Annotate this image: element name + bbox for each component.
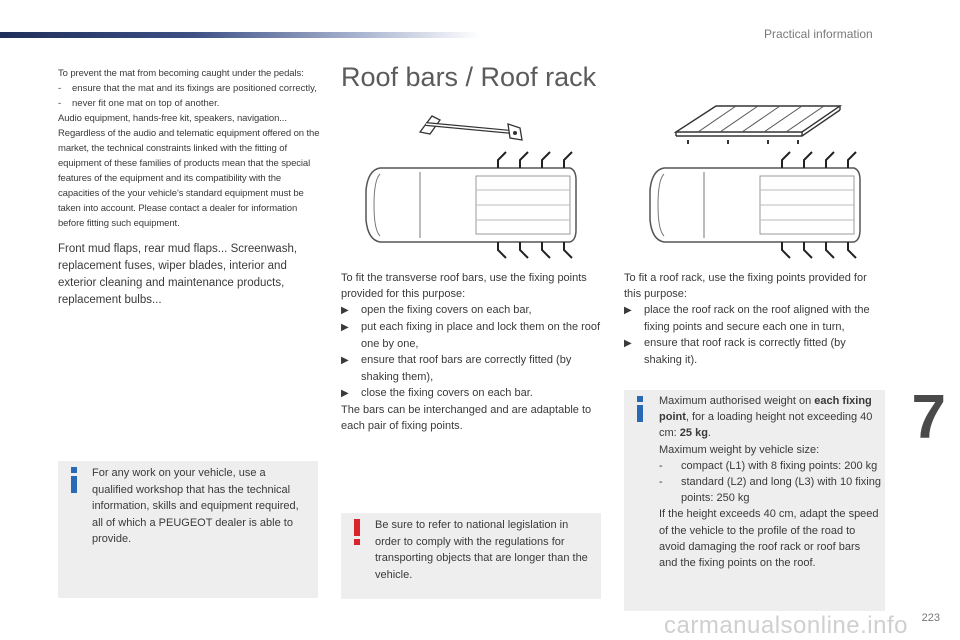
van-top-view-roof-rack bbox=[644, 150, 872, 260]
info-icon bbox=[70, 467, 78, 493]
height-note: If the height exceeds 40 cm, adapt the speed of the vehicle to the profile of the road to avoid damaging the roof rack or roof bars and the fixing points on the roof. bbox=[659, 508, 879, 570]
arrow-right-icon: ▶ bbox=[341, 322, 349, 333]
legislation-warning-box bbox=[341, 513, 601, 599]
roof-bars-instructions bbox=[341, 270, 611, 434]
roof-rack-intro: To fit a roof rack, use the fixing points provided for this purpose: bbox=[624, 272, 867, 300]
roof-rack-steps bbox=[624, 302, 886, 368]
roof-rack-instructions bbox=[624, 270, 886, 368]
chapter-number: 7 bbox=[911, 383, 946, 452]
dash-bullet: - bbox=[58, 83, 62, 94]
roof-bar-illustration bbox=[416, 110, 526, 146]
mat-list bbox=[58, 81, 320, 111]
list-item: ▶ close the fixing covers on each bar. bbox=[341, 385, 611, 402]
list-item: ▶ put each fixing in place and lock them on the roof one by one, bbox=[341, 321, 601, 350]
dash-bullet: - bbox=[58, 98, 62, 109]
workshop-info-box bbox=[58, 461, 318, 598]
arrow-right-icon: ▶ bbox=[341, 355, 349, 366]
arrow-right-icon: ▶ bbox=[341, 305, 349, 316]
mat-intro: To prevent the mat from becoming caught under the pedals: bbox=[58, 68, 304, 79]
max-weight-by-size-label: Maximum weight by vehicle size: bbox=[659, 443, 820, 456]
list-item: ▶ open the fixing covers on each bar, bbox=[341, 302, 611, 319]
arrow-right-icon: ▶ bbox=[624, 338, 632, 349]
list-item: ▶ ensure that roof bars are correctly fitted (by shaking them), bbox=[341, 354, 572, 383]
list-item: - never fit one mat on top of another. bbox=[58, 98, 220, 109]
roof-bars-steps bbox=[341, 302, 611, 402]
weight-info-text bbox=[659, 393, 881, 571]
page-number: 223 bbox=[921, 612, 940, 624]
watermark: carmanualsonline.info bbox=[664, 612, 908, 639]
max-weight-per-fixing: Maximum authorised weight on each fixing point, for a loading height not exceeding 40 cm: 25 kg. bbox=[659, 395, 873, 440]
weight-info-box bbox=[624, 390, 885, 611]
roof-bars-outro: The bars can be interchanged and are adaptable to each pair of fixing points. bbox=[341, 404, 592, 432]
audio-paragraph: Audio equipment, hands-free kit, speakers, navigation... Regardless of the audio and telematic equipment offered on the market, the technical constraints linked with the fitting of equipment of these families of products mean that the special features of the equipment and its compatibility with the capacities of the your vehicle's standard equipment must be taken into account. Please contact a dealer for information before fitting such equipment. bbox=[58, 113, 320, 229]
list-item: ▶ place the roof rack on the roof aligned with the fixing points and secure each one in turn, bbox=[624, 304, 870, 333]
list-item: ▶ ensure that roof rack is correctly fitted (by shaking it). bbox=[624, 337, 846, 366]
header-gradient-bar bbox=[0, 32, 480, 38]
section-title: Practical information bbox=[764, 27, 873, 41]
arrow-right-icon: ▶ bbox=[624, 305, 632, 316]
list-item: - compact (L1) with 8 fixing points: 200 kg bbox=[659, 458, 881, 474]
van-top-view-roof-bars bbox=[360, 150, 588, 260]
arrow-right-icon: ▶ bbox=[341, 388, 349, 399]
list-item: - ensure that the mat and its fixings are positioned correctly, bbox=[58, 83, 317, 94]
list-item: - standard (L2) and long (L3) with 10 fixing points: 250 kg bbox=[659, 476, 881, 505]
accessories-paragraph: Front mud flaps, rear mud flaps... Screenwash, replacement fuses, wiper blades, interior and exterior cleaning and maintenance products, replacement bulbs... bbox=[58, 243, 298, 306]
dash-bullet: - bbox=[659, 476, 663, 489]
info-box-text: For any work on your vehicle, use a qualified workshop that has the technical information, skills and equipment required, all of which a PEUGEOT dealer is able to provide. bbox=[92, 467, 299, 545]
warning-icon bbox=[353, 519, 361, 545]
warning-box-text: Be sure to refer to national legislation in order to comply with the regulations for transporting objects that are longer than the vehicle. bbox=[375, 519, 588, 581]
roof-rack-illustration bbox=[668, 102, 848, 148]
info-icon bbox=[636, 396, 644, 422]
size-weight-list bbox=[659, 458, 881, 507]
dash-bullet: - bbox=[659, 459, 663, 472]
page-title: Roof bars / Roof rack bbox=[341, 62, 597, 92]
left-column bbox=[58, 66, 320, 309]
roof-bars-intro: To fit the transverse roof bars, use the fixing points provided for this purpose: bbox=[341, 272, 587, 300]
